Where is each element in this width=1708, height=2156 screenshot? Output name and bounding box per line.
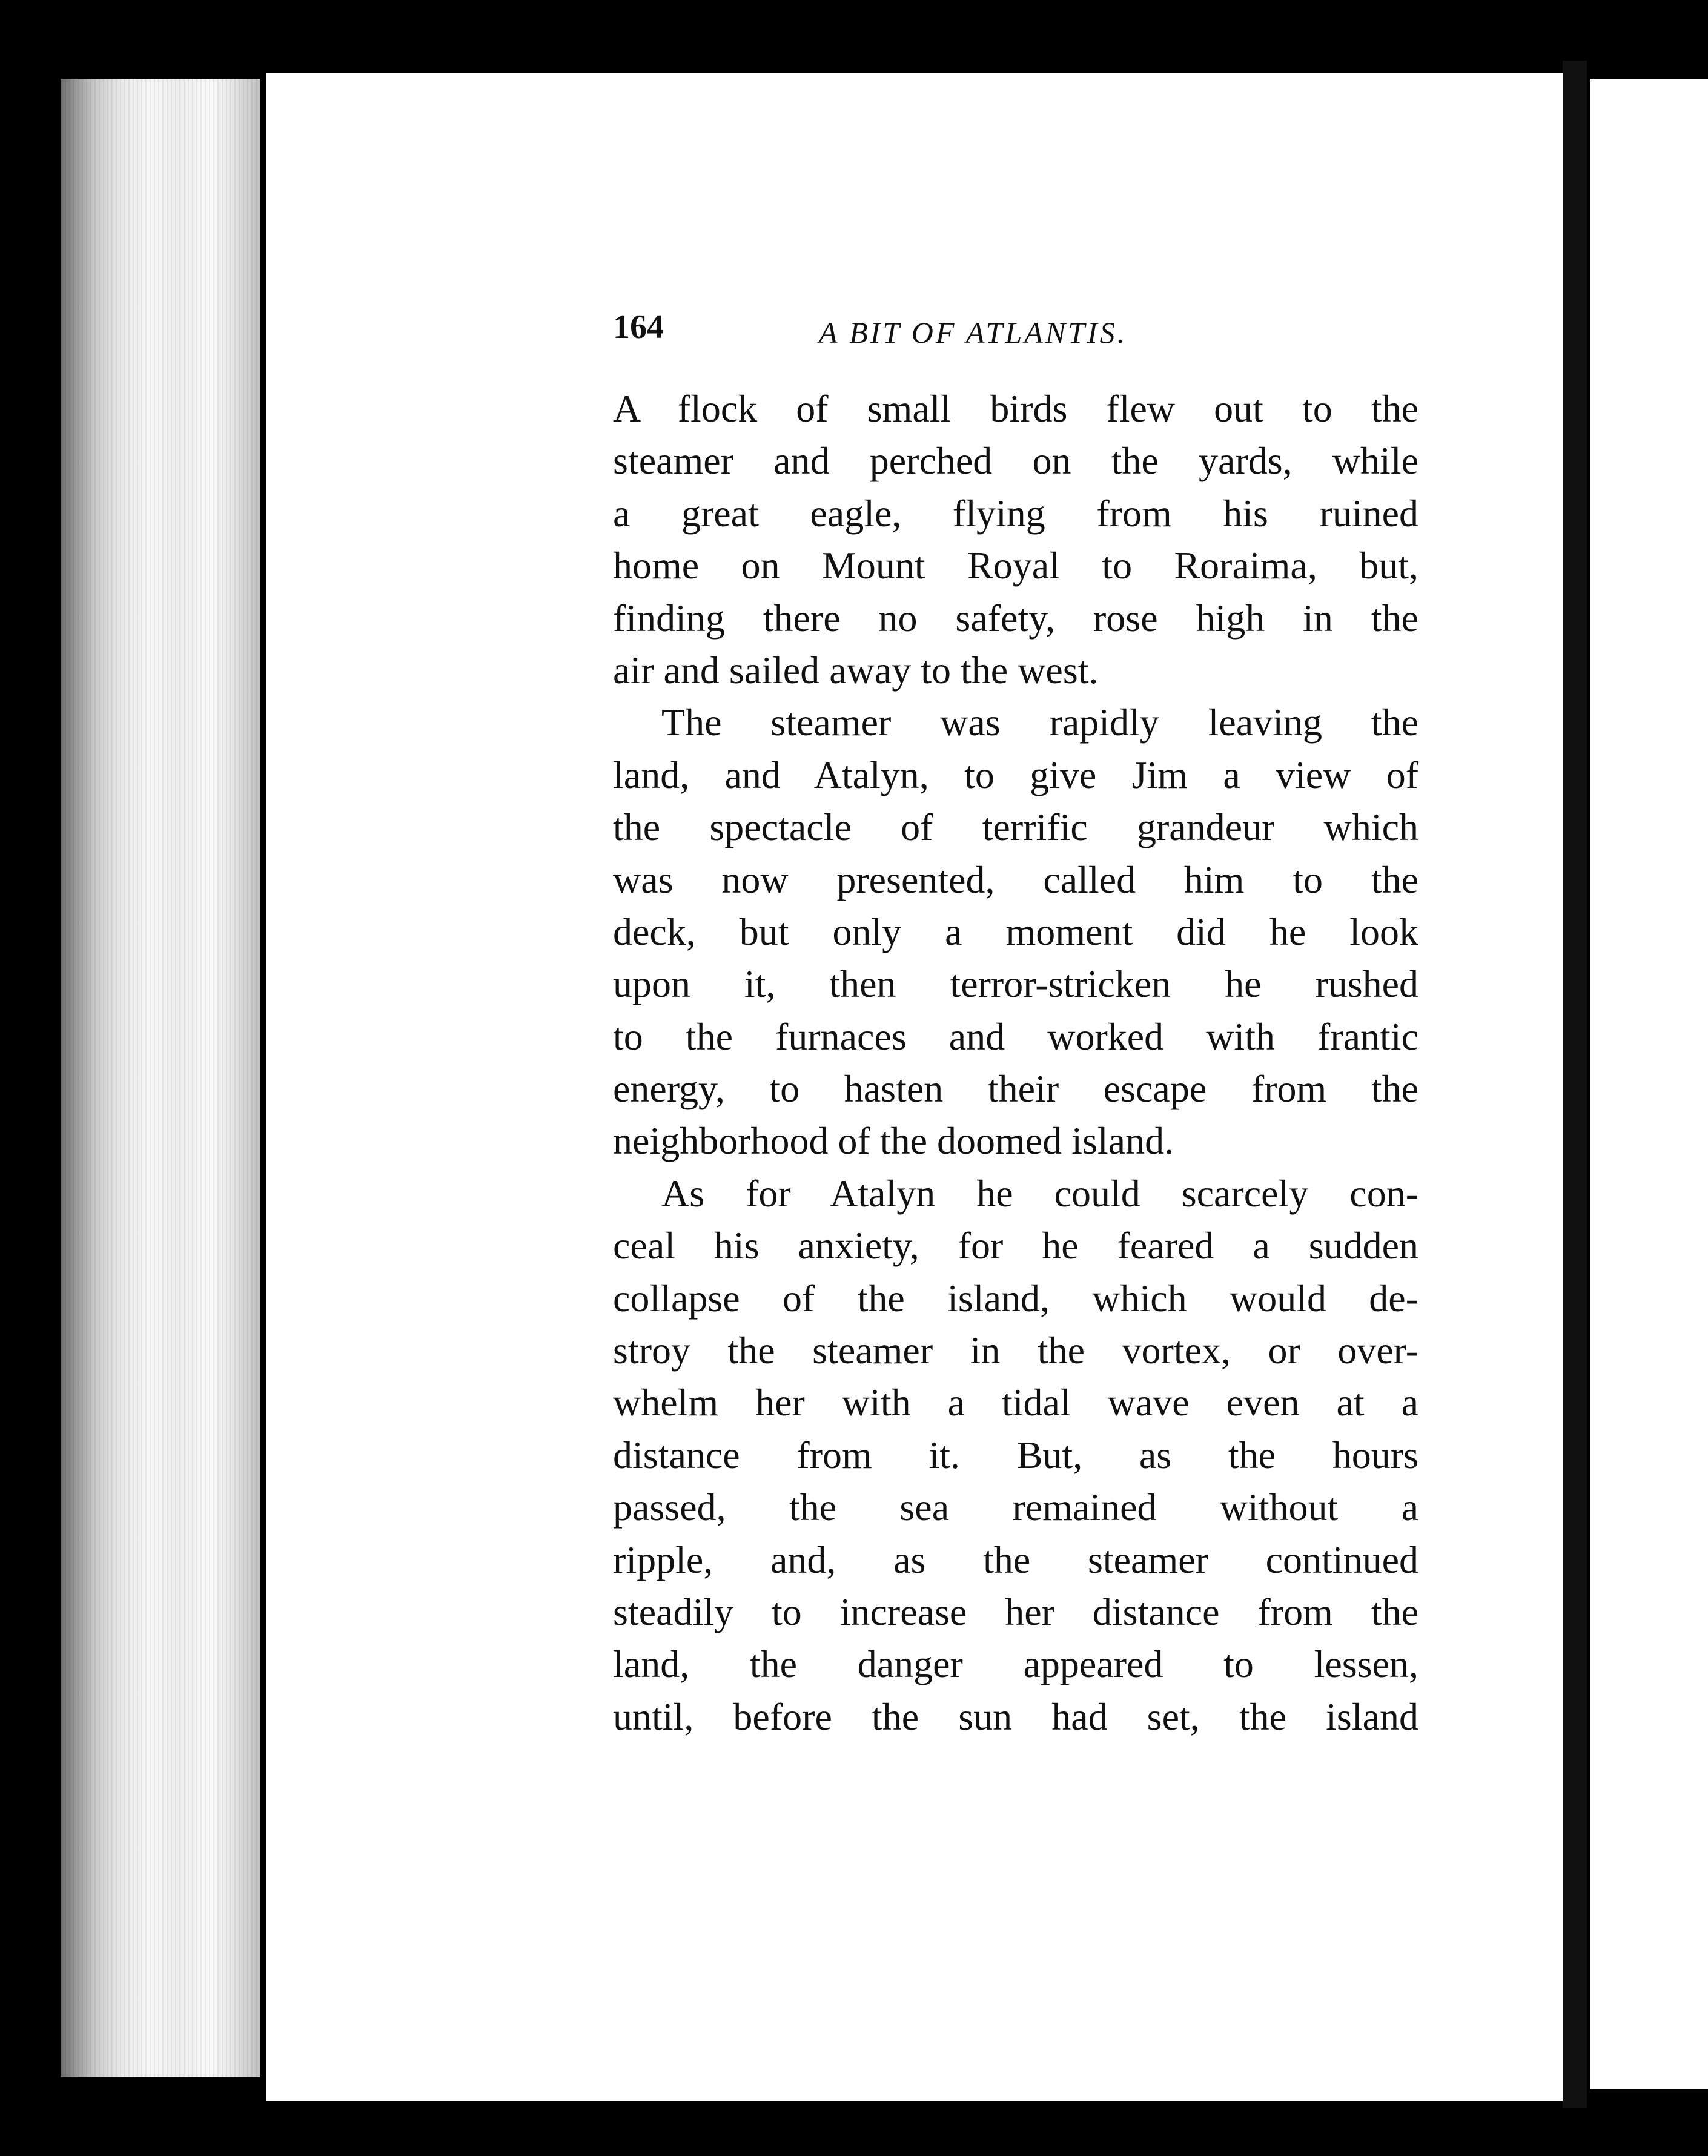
text-line: to the furnaces and worked with frantic (613, 1014, 1418, 1058)
text-line: distance from it. But, as the hours (613, 1433, 1418, 1476)
paragraph (613, 696, 1418, 1168)
text-line: ripple, and, as the steamer continued (613, 1538, 1418, 1581)
text-line: collapse of the island, which would de- (613, 1276, 1418, 1320)
running-title: A BIT OF ATLANTIS. (819, 316, 1128, 349)
text-line: land, and Atalyn, to give Jim a view of (613, 753, 1418, 796)
text-line: until, before the sun had set, the island (613, 1695, 1418, 1738)
text-line: A flock of small birds flew out to the (613, 387, 1418, 430)
text-line: ceal his anxiety, for he feared a sudden (613, 1224, 1418, 1268)
page-number: 164 (613, 308, 664, 346)
text-line: steadily to increase her distance from the (613, 1590, 1418, 1633)
text-line: deck, but only a moment did he look (613, 910, 1418, 953)
body-text (613, 383, 1418, 1743)
book-page-edges (61, 79, 260, 2077)
text-line: upon it, then terror-stricken he rushed (613, 962, 1418, 1006)
text-line: air and sailed away to the west. (613, 648, 1099, 692)
book-gutter (1563, 61, 1587, 2108)
text-line: As for Atalyn he could scarcely con- (661, 1171, 1418, 1215)
text-line: whelm her with a tidal wave even at a (613, 1381, 1418, 1424)
text-line: was now presented, called him to the (613, 858, 1418, 901)
text-line: steamer and perched on the yards, while (613, 439, 1418, 483)
running-head (613, 308, 1418, 356)
text-line: a great eagle, flying from his ruined (613, 491, 1418, 535)
paragraph (613, 1168, 1418, 1743)
paragraph (613, 383, 1418, 696)
text-line: finding there no safety, rose high in the (613, 596, 1418, 640)
text-line: the spectacle of terrific grandeur which (613, 805, 1418, 849)
next-page-sliver (1590, 79, 1708, 2089)
text-line: stroy the steamer in the vortex, or over- (613, 1329, 1418, 1372)
text-line: land, the danger appeared to lessen, (613, 1642, 1418, 1686)
text-line: neighborhood of the doomed island. (613, 1119, 1174, 1163)
text-line: energy, to hasten their escape from the (613, 1067, 1418, 1111)
text-line: The steamer was rapidly leaving the (661, 701, 1418, 744)
text-line: passed, the sea remained without a (613, 1486, 1418, 1529)
text-line: home on Mount Royal to Roraima, but, (613, 544, 1418, 587)
